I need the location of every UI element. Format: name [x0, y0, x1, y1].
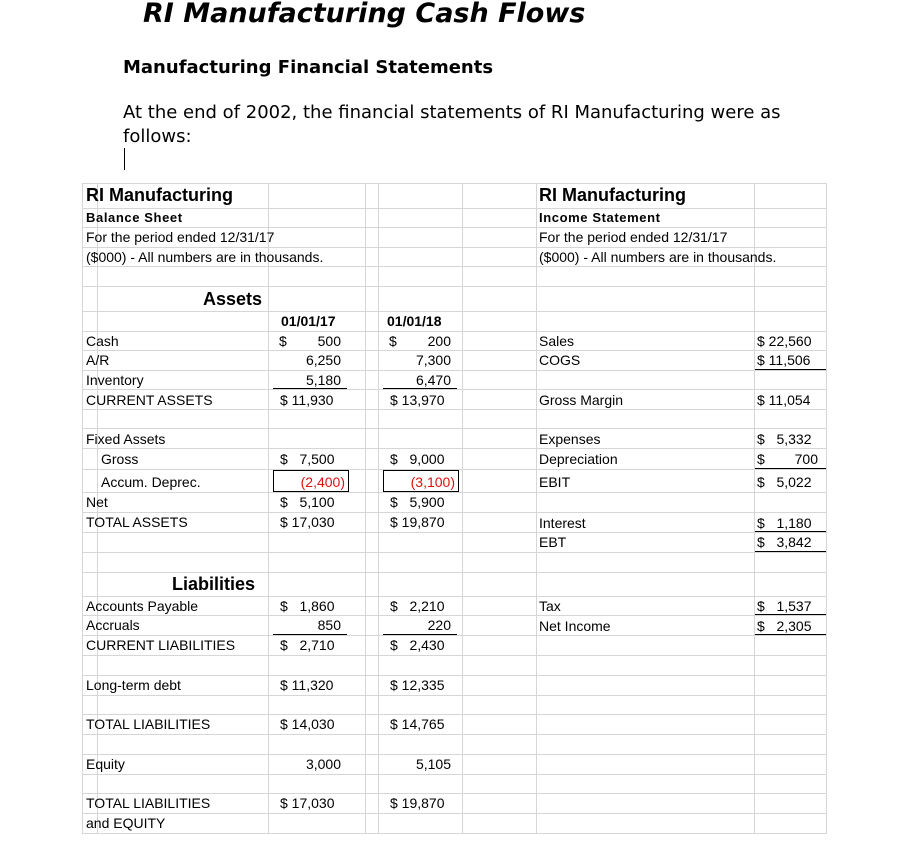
current-assets-2018: $ 13,970	[390, 392, 445, 408]
col-header-2018: 01/01/18	[387, 313, 442, 329]
ap-label: Accounts Payable	[86, 598, 199, 614]
total-liabilities-2017: $ 14,030	[280, 716, 335, 732]
net-2017: $ 5,100	[280, 494, 335, 510]
sales-label: Sales	[539, 333, 575, 349]
total-le-2017: $ 17,030	[280, 795, 335, 811]
accum-deprec-2018: (3,100)	[410, 474, 455, 490]
grid-line	[82, 492, 827, 493]
underline	[755, 369, 826, 370]
grid-line	[82, 695, 827, 696]
grid-line	[82, 754, 827, 755]
tax-value: $ 1,537	[757, 598, 812, 614]
current-liabilities-2017: $ 2,710	[280, 637, 335, 653]
grid-line	[82, 311, 827, 312]
grid-line	[82, 409, 827, 410]
is-name: Income Statement	[539, 210, 661, 225]
cash-2018: 200	[427, 333, 451, 349]
current-assets-2017: $ 11,930	[280, 392, 334, 408]
grid-line	[268, 183, 269, 833]
grid-line	[82, 428, 827, 429]
ap-2018: $ 2,210	[390, 598, 445, 614]
inventory-2017: 5,180	[305, 372, 341, 388]
cash-label: Cash	[86, 333, 119, 349]
total-assets-label: TOTAL ASSETS	[86, 514, 188, 530]
page-subtitle: Manufacturing Financial Statements	[123, 57, 494, 78]
ap-2017: $ 1,860	[280, 598, 335, 614]
fixed-assets-label: Fixed Assets	[86, 431, 166, 447]
col-header-2017: 01/01/17	[281, 313, 336, 329]
gross-label: Gross	[101, 451, 139, 467]
cash-2017: 500	[317, 333, 341, 349]
underline	[273, 634, 347, 635]
grid-line	[365, 183, 366, 833]
grid-line	[82, 448, 827, 449]
gross-margin-value: $ 11,054	[757, 392, 811, 408]
grid-line	[462, 183, 463, 833]
grid-line	[82, 208, 827, 209]
depreciation-label: Depreciation	[539, 451, 618, 467]
net-income-label: Net Income	[539, 618, 611, 634]
assets-header: Assets	[203, 289, 263, 309]
is-units: ($000) - All numbers are in thousands.	[539, 249, 777, 265]
current-assets-label: CURRENT ASSETS	[86, 392, 213, 408]
grid-line	[82, 552, 827, 553]
bs-period: For the period ended 12/31/17	[86, 229, 275, 245]
underline	[755, 614, 826, 615]
bs-name: Balance Sheet	[86, 210, 183, 225]
net-income-value: $ 2,305	[757, 618, 812, 634]
underline	[273, 388, 347, 389]
page-title: RI Manufacturing Cash Flows	[143, 0, 586, 29]
grid-line	[82, 350, 827, 351]
cash-2018-symbol: $	[389, 333, 397, 349]
grid-line	[82, 331, 827, 332]
current-liabilities-2018: $ 2,430	[390, 637, 445, 653]
total-le-label-1: TOTAL LIABILITIES	[86, 795, 211, 811]
grid-line	[82, 734, 827, 735]
inventory-2018: 6,470	[415, 372, 451, 388]
grid-line	[82, 675, 827, 676]
grid-line	[82, 266, 827, 267]
accruals-label: Accruals	[86, 617, 140, 633]
inventory-label: Inventory	[86, 372, 144, 388]
grid-line	[82, 532, 827, 533]
ar-label: A/R	[86, 352, 110, 368]
grid-line	[82, 286, 827, 287]
interest-value: $ 1,180	[757, 515, 812, 531]
bs-company: RI Manufacturing	[86, 185, 233, 205]
ar-2017: 6,250	[305, 352, 341, 368]
intro-paragraph[interactable]: At the end of 2002, the financial statements of RI Manufacturing were as follows:	[123, 102, 781, 147]
grid-line	[82, 389, 827, 390]
ltd-2018: $ 12,335	[390, 677, 445, 693]
is-company: RI Manufacturing	[539, 185, 686, 205]
grid-line	[82, 774, 827, 775]
underline	[755, 634, 826, 635]
grid-line	[378, 183, 379, 833]
grid-line	[82, 370, 827, 371]
grid-line	[82, 572, 827, 573]
total-liabilities-label: TOTAL LIABILITIES	[86, 716, 211, 732]
equity-label: Equity	[86, 756, 125, 772]
accum-deprec-2017: (2,400)	[300, 474, 345, 490]
grid-line	[82, 615, 827, 616]
gross-margin-label: Gross Margin	[539, 392, 624, 408]
total-assets-2017: $ 17,030	[280, 514, 335, 530]
interest-label: Interest	[539, 515, 586, 531]
total-le-label-2: and EQUITY	[86, 815, 166, 831]
current-liabilities-label: CURRENT LIABILITIES	[86, 637, 236, 653]
cogs-label: COGS	[539, 352, 581, 368]
underline	[383, 634, 457, 635]
grid-line	[82, 512, 827, 513]
depreciation-value: 700	[794, 451, 818, 467]
depreciation-symbol: $	[757, 451, 765, 467]
accum-deprec-label: Accum. Deprec.	[101, 474, 201, 490]
grid-line	[82, 655, 827, 656]
total-assets-2018: $ 19,870	[390, 514, 445, 530]
net-2018: $ 5,900	[390, 494, 445, 510]
expenses-label: Expenses	[539, 431, 601, 447]
total-le-2018: $ 19,870	[390, 795, 445, 811]
ltd-label: Long-term debt	[86, 677, 181, 693]
grid-line	[82, 833, 827, 834]
grid-line	[826, 183, 827, 833]
equity-2018: 5,105	[415, 756, 451, 772]
tax-label: Tax	[539, 598, 561, 614]
gross-2017: $ 7,500	[280, 451, 335, 467]
ebt-value: $ 3,842	[757, 534, 812, 550]
accruals-2017: 850	[317, 617, 341, 633]
is-period: For the period ended 12/31/17	[539, 229, 728, 245]
expenses-value: $ 5,332	[757, 431, 812, 447]
underline	[755, 551, 826, 552]
ar-2018: 7,300	[415, 352, 451, 368]
ebt-label: EBT	[539, 534, 567, 550]
underline	[755, 468, 826, 469]
ebit-label: EBIT	[539, 474, 571, 490]
cogs-value: $ 11,506	[757, 352, 811, 368]
net-label: Net	[86, 494, 108, 510]
liabilities-header: Liabilities	[172, 574, 256, 594]
cash-2017-symbol: $	[279, 333, 287, 349]
grid-line	[754, 183, 755, 833]
accruals-2018: 220	[427, 617, 451, 633]
equity-2017: 3,000	[305, 756, 341, 772]
grid-line	[82, 183, 83, 833]
gross-2018: $ 9,000	[390, 451, 445, 467]
ltd-2017: $ 11,320	[280, 677, 334, 693]
grid-line	[536, 183, 537, 833]
bs-units: ($000) - All numbers are in thousands.	[86, 249, 324, 265]
sales-value: $ 22,560	[757, 333, 812, 349]
grid-line	[82, 183, 827, 184]
underline	[755, 531, 826, 532]
grid-line	[82, 813, 827, 814]
ebit-value: $ 5,022	[757, 474, 812, 490]
total-liabilities-2018: $ 14,765	[390, 716, 445, 732]
underline	[383, 388, 457, 389]
